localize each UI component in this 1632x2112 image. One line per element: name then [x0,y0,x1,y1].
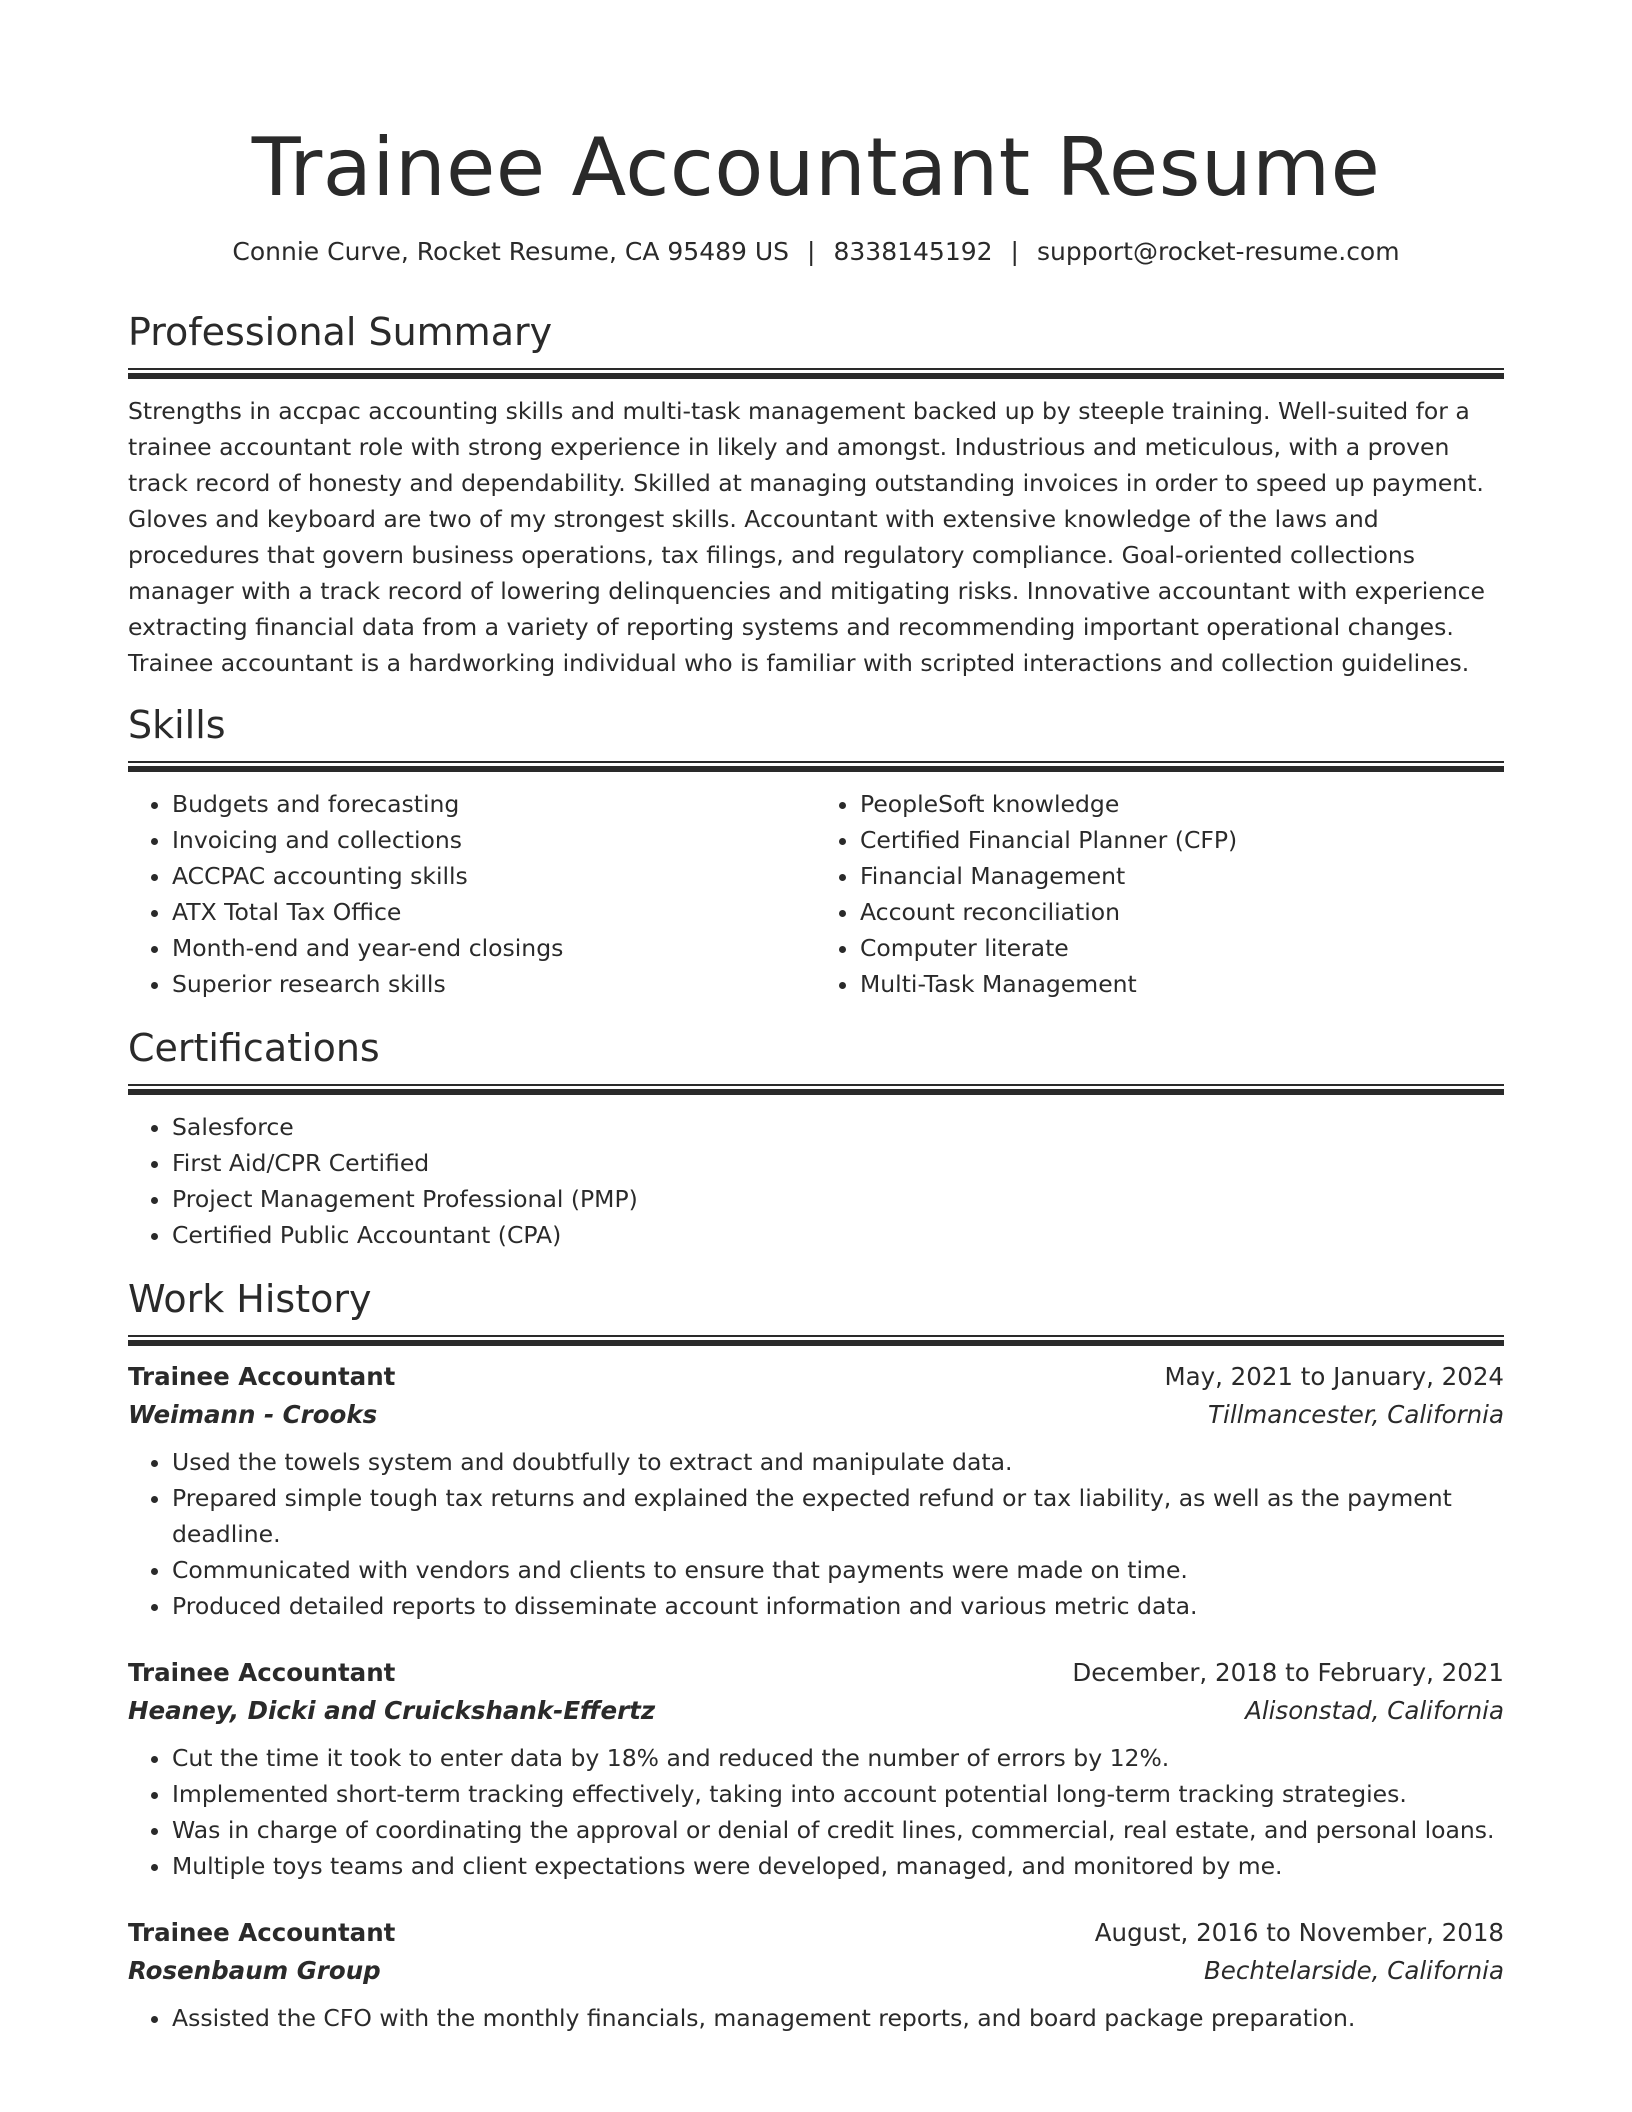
job-bullet: • Cut the time it took to enter data by 18% and reduced the number of errors by 12%. [172,1740,1504,1776]
job-subheader [128,1396,1504,1434]
skill-item: • ACCPAC accounting skills [172,858,816,894]
skill-item: • Certified Financial Planner (CFP) [860,822,1504,858]
job-dates: May, 2021 to January, 2024 [1164,1362,1504,1391]
contact-separator: | [1010,237,1019,266]
summary-text: Strengths in accpac accounting skills and multi-task management backed up by steeple training. Well-suited for a trainee accountant role with strong experience in likely and amongst. Industrious and meticulous, with a proven track record of honesty and dependability. Skilled at managing outstanding invoices in order to speed up payment. Gloves and keyboard are two of my strongest skills. Accountant with extensive knowledge of the laws and procedures that govern business operations, tax filings, and regulatory compliance. Goal-oriented collections manager with a track record of lowering delinquencies and mitigating risks. Innovative accountant with experience extracting financial data from a variety of reporting systems and recommending important operational changes. Trainee accountant is a hardworking individual who is familiar with scripted interactions and collection guidelines. [128,397,1485,677]
job-entry [128,1654,1504,1884]
skill-item: • Budgets and forecasting [172,786,816,822]
job-header [128,1358,1504,1396]
job-bullets [128,2000,1504,2036]
job-dates: December, 2018 to February, 2021 [1072,1658,1504,1687]
contact-separator: | [807,237,816,266]
skill-item: • Superior research skills [172,966,816,1002]
job-dates: August, 2016 to November, 2018 [1094,1918,1504,1947]
job-header [128,1654,1504,1692]
job-entry [128,1914,1504,2036]
section-divider [128,1084,1504,1095]
job-company: Heaney, Dicki and Cruickshank-Effertz [128,1696,656,1725]
certification-item: • Certified Public Accountant (CPA) [172,1217,1504,1253]
job-header [128,1914,1504,1952]
certification-item: • First Aid/CPR Certified [172,1145,1504,1181]
skills-list-left [128,786,816,1002]
job-bullet: • Communicated with vendors and clients to ensure that payments were made on time. [172,1552,1504,1588]
certifications-section [128,1024,1504,1253]
job-bullet: • Used the towels system and doubtfully to extract and manipulate data. [172,1444,1504,1480]
work-history-section [128,1275,1504,2036]
job-bullet: • Prepared simple tough tax returns and explained the expected refund or tax liability, as well as the payment deadline. [172,1480,1504,1552]
job-bullet: • Assisted the CFO with the monthly financials, management reports, and board package preparation. [172,2000,1504,2036]
job-company: Rosenbaum Group [128,1956,381,1985]
skill-item: • Account reconciliation [860,894,1504,930]
summary-heading: Professional Summary [128,310,553,354]
job-subheader [128,1692,1504,1730]
skills-grid [128,772,1504,1002]
job-bullet: • Implemented short-term tracking effectively, taking into account potential long-term tracking strategies. [172,1776,1504,1812]
certifications-list [128,1109,1504,1253]
job-entry [128,1358,1504,1624]
skill-item: • Month-end and year-end closings [172,930,816,966]
skill-item: • Multi-Task Management [860,966,1504,1002]
certification-item: • Salesforce [172,1109,1504,1145]
job-bullet: • Produced detailed reports to disseminate account information and various metric data. [172,1588,1504,1624]
job-subheader [128,1952,1504,1990]
certifications-heading: Certifications [128,1026,380,1070]
job-title: Trainee Accountant [128,1658,396,1687]
work-history-heading: Work History [128,1277,372,1321]
job-bullet: • Was in charge of coordinating the approval or denial of credit lines, commercial, real estate, and personal loans. [172,1812,1504,1848]
skill-item: • Financial Management [860,858,1504,894]
section-divider [128,368,1504,379]
job-bullets [128,1740,1504,1884]
job-bullet: • Multiple toys teams and client expectations were developed, managed, and monitored by me. [172,1848,1504,1884]
job-bullets [128,1444,1504,1624]
skill-item: • Invoicing and collections [172,822,816,858]
skills-list-right [816,786,1504,1002]
skill-item: • Computer literate [860,930,1504,966]
contact-phone: 8338145192 [833,237,993,266]
skill-item: • PeopleSoft knowledge [860,786,1504,822]
job-title: Trainee Accountant [128,1362,396,1391]
contact-line [128,236,1504,268]
section-divider [128,1335,1504,1346]
job-location: Bechtelarside, California [1204,1956,1504,1985]
skills-section [128,701,1504,1002]
job-location: Tillmancester, California [1208,1400,1504,1429]
resume-title: Trainee Accountant Resume [251,121,1381,214]
certification-item: • Project Management Professional (PMP) [172,1181,1504,1217]
job-title: Trainee Accountant [128,1918,396,1947]
job-location: Alisonstad, California [1245,1696,1504,1725]
contact-email: support@rocket-resume.com [1036,237,1400,266]
contact-address: Connie Curve, Rocket Resume, CA 95489 US [232,237,790,266]
job-company: Weimann - Crooks [128,1400,378,1429]
skill-item: • ATX Total Tax Office [172,894,816,930]
skills-heading: Skills [128,703,226,747]
summary-section [128,308,1504,681]
section-divider [128,761,1504,772]
